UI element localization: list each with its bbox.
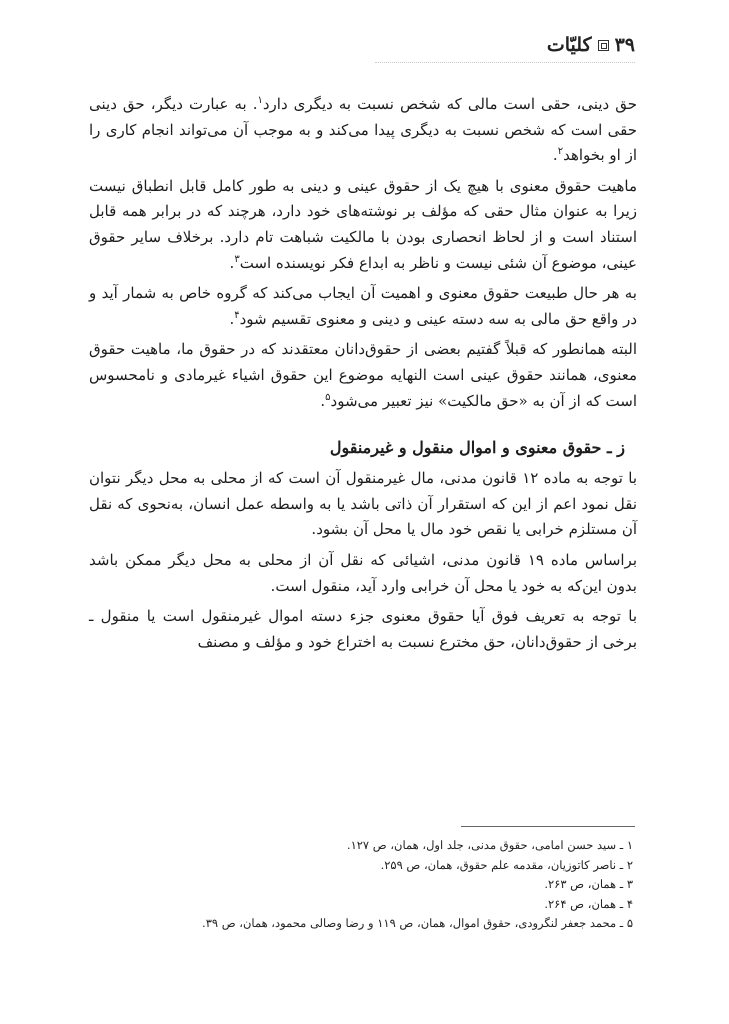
footnote: ۵ ـ محمد جعفر لنگرودی، حقوق اموال، همان، ص ۱۱۹ و رضا وصالی محمود، همان، ص ۳۹.: [202, 916, 633, 931]
main-text-block: [89, 92, 637, 660]
running-header: [547, 34, 635, 56]
paragraph: به هر حال طبیعت حقوق معنوی و اهمیت آن ایجاب می‌کند که گروه خاص به شمار آید و در واقع حق مالی به سه دسته عینی و دینی و معنوی تقسیم شود$^۴$.: [89, 284, 637, 328]
footnote-ref: ۴: [234, 309, 240, 321]
footnote: ۲ ـ ناصر کاتوزیان، مقدمه علم حقوق، همان، ص ۲۵۹.: [380, 857, 633, 872]
running-title: کلیّات: [546, 34, 592, 56]
page-number: ۳۹: [614, 34, 635, 56]
paragraph: براساس ماده ۱۹ قانون مدنی، اشیائی که نقل آن از محلی به محل دیگر ممکن باشد بدون این‌که به خود یا محل آن خرابی وارد آید، منقول است.: [89, 550, 637, 595]
paragraph: حق دینی، حقی است مالی که شخص نسبت به دیگری دارد$^۱$. به عبارت دیگر، حق دینی حقی است که شخص نسبت به دیگری پیدا می‌کند و به موجب آن می‌تواند انجام کاری را از او بخواهد$^۲$.: [89, 95, 637, 165]
header-dotted-rule: [375, 62, 635, 63]
paragraph: ماهیت حقوق معنوی با هیچ یک از حقوق عینی و دینی به طور کامل قابل انطباق نیست زیرا به عنوان مثال حقی که مؤلف بر نوشته‌های خود دارد، هرچند که در برابر همه قابل استناد است و از لحاظ انحصاری بودن با مالکیت شباهت تام دارد. برخلاف سایر حقوق عینی، موضوع آن شئی نیست و ناظر به ابداع فکر نویسنده است$^۳$.: [89, 176, 637, 272]
footnotes: [87, 836, 633, 934]
footnote-ref: ۳: [234, 253, 240, 265]
footnote-ref: ۱: [257, 95, 263, 106]
square-ornament-icon: [598, 40, 609, 51]
footnote: ۱ ـ سید حسن امامی، حقوق مدنی، جلد اول، همان، ص ۱۲۷.: [346, 838, 633, 852]
paragraph: با توجه به ماده ۱۲ قانون مدنی، مال غیرمنقول آن است که از محلی به محل دیگر نتوان نقل نمود اعم از این که استقرار آن ذاتی باشد یا به واسطه عمل انسان، به‌نحوی که نقل آن مستلزم خرابی یا نقص خود مال یا محل آن بشود.: [89, 469, 637, 539]
footnote: ۳ ـ همان، ص ۲۶۳.: [544, 877, 633, 892]
footnote: ۴ ـ همان، ص ۲۶۴.: [544, 896, 633, 911]
footnote-ref: ۲: [557, 146, 564, 158]
footnote-ref: ۵: [325, 391, 331, 403]
footnote-rule: [461, 826, 635, 827]
paragraph: با توجه به تعریف فوق آیا حقوق معنوی جزء دسته اموال غیرمنقول است یا منقول ـ برخی از حقوق‌دانان، حق مخترع نسبت به اختراع خود و مؤلف و مصنف: [89, 607, 637, 651]
paragraph: البته همانطور که قبلاً گفتیم بعضی از حقوق‌دانان معتقدند که در حقوق ما، ماهیت حقوق معنوی، همانند حقوق عینی است النهایه موضوع این حقوق اشیاء غیرمادی و نامحسوس است که از آن به «حق مالکیت» نیز تعبیر می‌شود$^۵$.: [89, 340, 637, 410]
section-heading: ز ـ حقوق معنوی و اموال منقول و غیرمنقول: [329, 438, 625, 458]
